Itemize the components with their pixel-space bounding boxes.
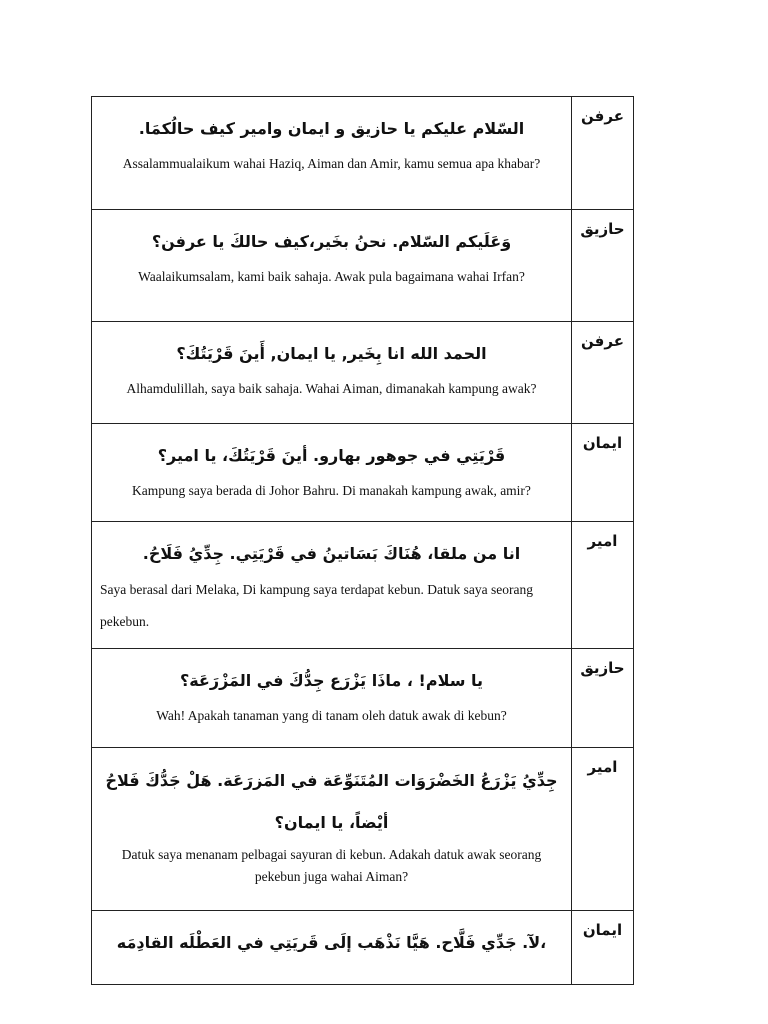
arabic-line: يا سلام! ، ماذَا يَزْرَع جِدُّكَ في المَزْرَعَة؟ xyxy=(179,671,484,690)
arabic-line: قَرْيَتِي في جوهور بهارو. أينَ قَرْيَتُكَ، يا امير؟ xyxy=(157,446,506,465)
malay-translation: Wah! Apakah tanaman yang di tanam oleh datuk awak di kebun? xyxy=(156,708,507,723)
dialogue-content xyxy=(92,748,572,911)
dialogue-row xyxy=(92,748,634,911)
dialogue-content xyxy=(92,97,572,210)
speaker-name: ايمان xyxy=(572,424,634,522)
speaker-name: ايمان xyxy=(572,911,634,985)
arabic-line: السّلام عليكم يا حازيق و ايمان وامير كيف حالُكمَا. xyxy=(138,119,525,138)
dialogue-content xyxy=(92,424,572,522)
dialogue-table xyxy=(91,96,634,985)
arabic-line: وَعَلَيكم السّلام. نحنُ بخَير،كيف حالكَ يا عرفن؟ xyxy=(151,232,512,251)
dialogue-row xyxy=(92,649,634,748)
speaker-name: حازيق xyxy=(572,210,634,322)
malay-translation: Saya berasal dari Melaka, Di kampung saya terdapat kebun. Datuk saya seorang pekebun. xyxy=(100,582,533,629)
dialogue-content xyxy=(92,649,572,748)
speaker-name: عرفن xyxy=(572,97,634,210)
arabic-line: جِدِّيُ يَزْرَعُ الخَضْرَوَات المُتَنَوِّعَة في المَزرَعَة. هَلْ جَدُّكَ فَلاحُ أيْضاً، يا ايمان؟ xyxy=(105,771,558,832)
dialogue-row xyxy=(92,522,634,649)
dialogue-content xyxy=(92,522,572,649)
dialogue-row xyxy=(92,911,634,985)
dialogue-row xyxy=(92,97,634,210)
dialogue-row xyxy=(92,210,634,322)
dialogue-row xyxy=(92,322,634,424)
speaker-name: حازيق xyxy=(572,649,634,748)
speaker-name: امير xyxy=(572,748,634,911)
dialogue-row xyxy=(92,424,634,522)
speaker-name: عرفن xyxy=(572,322,634,424)
malay-translation: Kampung saya berada di Johor Bahru. Di manakah kampung awak, amir? xyxy=(132,483,531,498)
malay-translation: Datuk saya menanam pelbagai sayuran di kebun. Adakah datuk awak seorang pekebun juga wahai Aiman? xyxy=(121,847,542,884)
dialogue-content xyxy=(92,322,572,424)
arabic-line: ،لآ. جَدِّي فَلَّاح. هَيَّا نَذْهَب إلَى قَريَتِي في العَطْلَه القادِمَه xyxy=(116,933,547,952)
dialogue-content xyxy=(92,210,572,322)
arabic-line: انا من ملقا، هُنَاكَ بَسَاتينُ في قَرْيَتِي. جِدِّيُ فَلَاحُ. xyxy=(142,544,521,563)
arabic-line: الحمد الله انا بِخَير, يا ايمان, أَينَ قَرْيَتُكَ؟ xyxy=(176,344,487,363)
malay-translation: Waalaikumsalam, kami baik sahaja. Awak pula bagaimana wahai Irfan? xyxy=(138,269,525,284)
malay-translation: Alhamdulillah, saya baik sahaja. Wahai Aiman, dimanakah kampung awak? xyxy=(126,381,537,396)
malay-translation: Assalammualaikum wahai Haziq, Aiman dan Amir, kamu semua apa khabar? xyxy=(122,156,541,171)
dialogue-content xyxy=(92,911,572,985)
speaker-name: امير xyxy=(572,522,634,649)
